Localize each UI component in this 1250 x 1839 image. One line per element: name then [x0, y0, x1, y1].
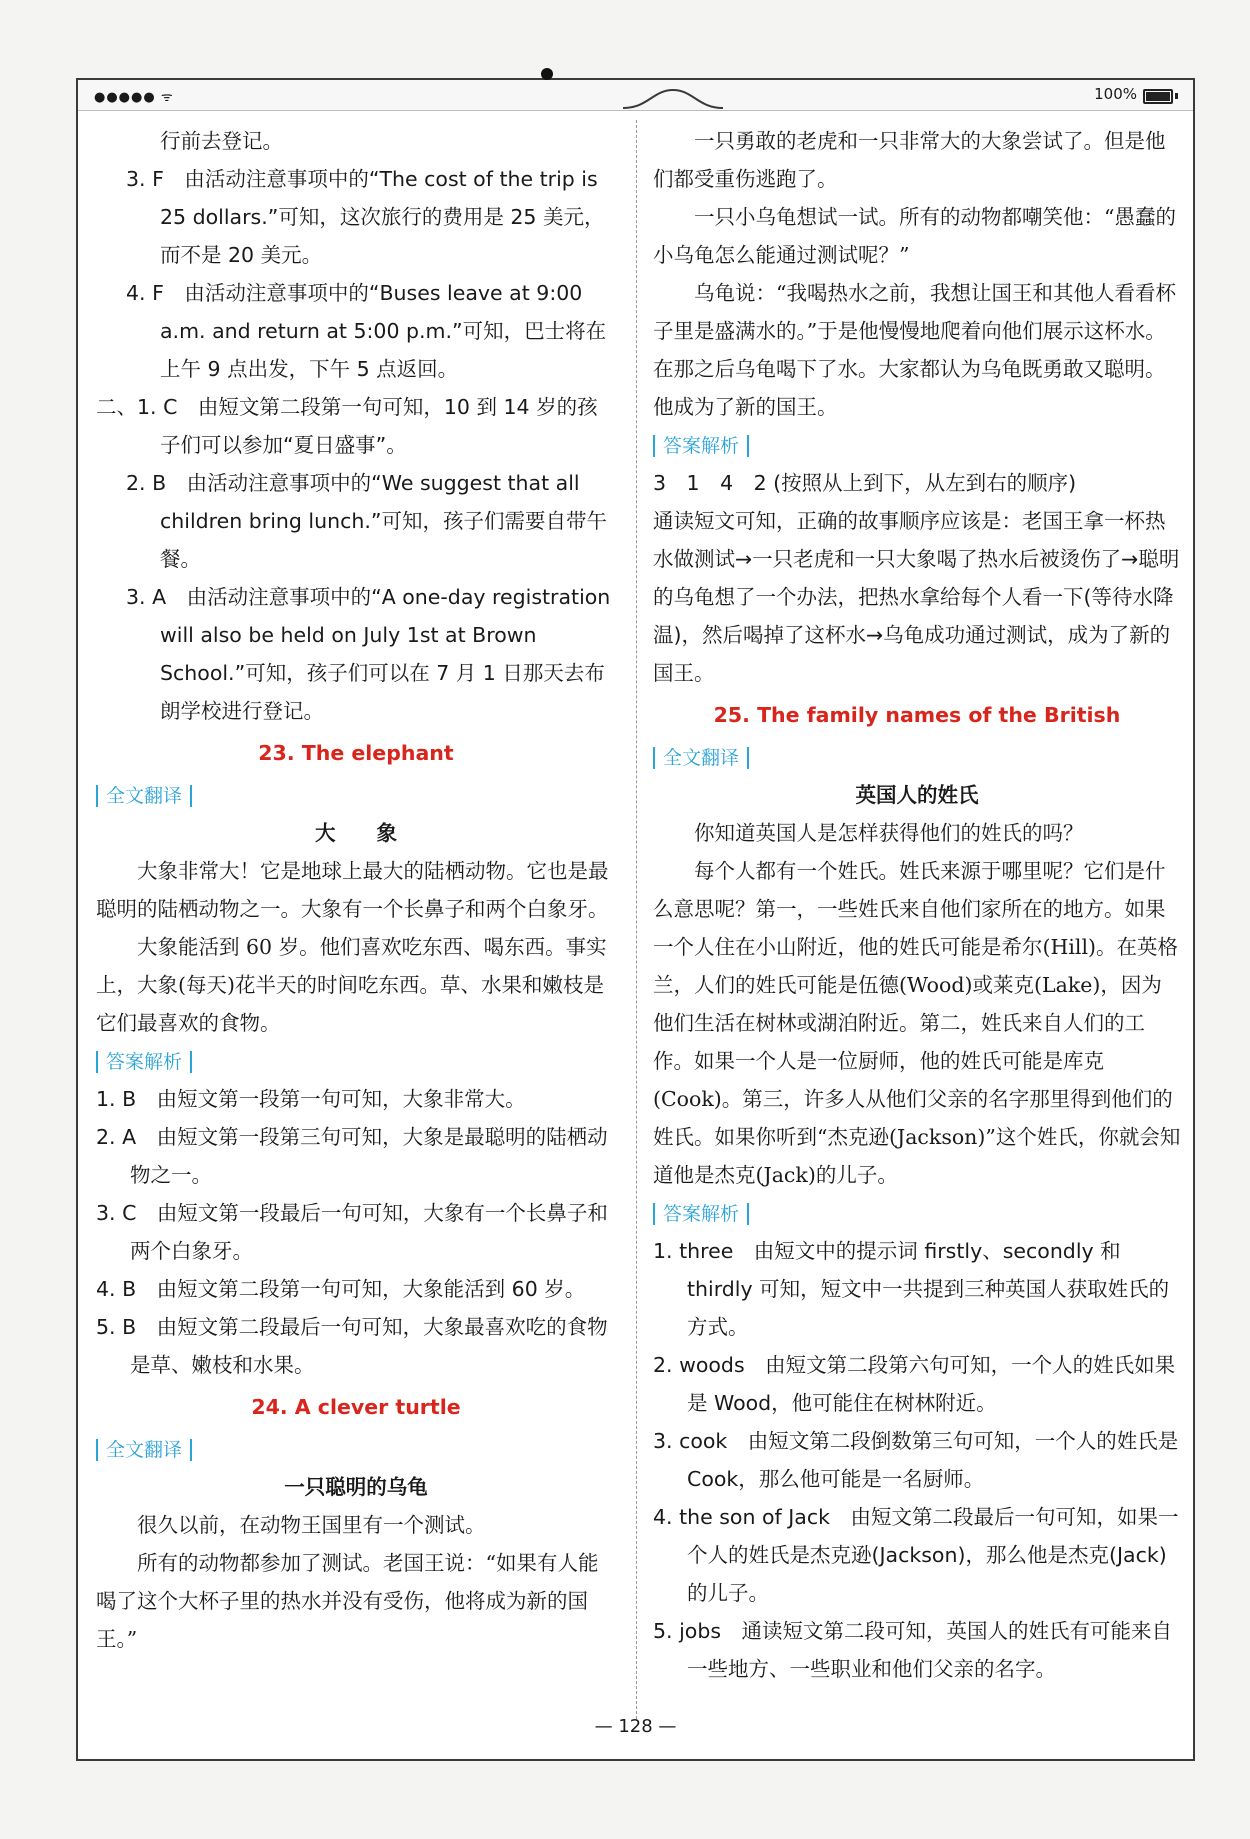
- passage-paragraph: 一只勇敢的老虎和一只非常大的大象尝试了。但是他们都受重伤逃跑了。: [653, 129, 1166, 191]
- answer-item: 4. B 由短文第二段第一句可知，大象能活到 60 岁。: [96, 1277, 586, 1301]
- battery-tip: [1175, 93, 1178, 99]
- answer-item: 3. F 由活动注意事项中的“The cost of the trip is 25 dollars.”可知，这次旅行的费用是 25 美元，而不是 20 美元。: [126, 167, 605, 267]
- answer-item: 3. C 由短文第一段最后一句可知，大象有一个长鼻子和两个白象牙。: [96, 1201, 608, 1263]
- answer-item: 3. A 由活动注意事项中的“A one-day registration will also be held on July 1st at Brown School.”可知，孩子们可以在 7 月 1 日那天去布朗学校进行登记。: [126, 585, 611, 723]
- left-column: [96, 122, 616, 1658]
- answer-order: 3 1 4 2 (按照从上到下，从左到右的顺序): [653, 471, 1077, 495]
- passage-paragraph: 乌龟说：“我喝热水之前，我想让国王和其他人看看杯子里是盛满水的。”于是他慢慢地爬着向他们展示这杯水。在那之后乌龟喝下了水。大家都认为乌龟既勇敢又聪明。他成为了新的国王。: [653, 281, 1176, 419]
- translation-tag: 全文翻译: [653, 747, 749, 769]
- passage-paragraph: 很久以前，在动物王国里有一个测试。: [137, 1513, 486, 1537]
- passage-paragraph: 大象非常大！它是地球上最大的陆栖动物。它也是最聪明的陆栖动物之一。大象有一个长鼻子和两个白象牙。: [96, 859, 609, 921]
- passage-heading: 大 象: [315, 821, 397, 845]
- analysis-tag: 答案解析: [653, 1203, 749, 1225]
- answer-item: 4. the son of Jack 由短文第二段最后一句可知，如果一个人的姓氏是杰克逊(Jackson)，那么他是杰克(Jack)的儿子。: [653, 1505, 1179, 1605]
- battery-icon: [1143, 89, 1173, 104]
- translation-tag: 全文翻译: [96, 785, 192, 807]
- passage-paragraph: 你知道英国人是怎样获得他们的姓氏的吗？: [694, 821, 1084, 845]
- answer-item: 二、1. C 由短文第二段第一句可知，10 到 14 岁的孩子们可以参加“夏日盛事”。: [96, 395, 598, 457]
- answer-item: 4. F 由活动注意事项中的“Buses leave at 9:00 a.m. and return at 5:00 p.m.”可知，巴士将在上午 9 点出发，下午 5 点返回。: [126, 281, 607, 381]
- answer-item: 5. B 由短文第二段最后一句可知，大象最喜欢吃的食物是草、嫩枝和水果。: [96, 1315, 608, 1377]
- answer-item: 2. woods 由短文第二段第六句可知，一个人的姓氏如果是 Wood，他可能住在树林附近。: [653, 1353, 1176, 1415]
- passage-paragraph: 所有的动物都参加了测试。老国王说：“如果有人能喝了这个大杯子里的热水并没有受伤，他将成为新的国王。”: [96, 1551, 599, 1651]
- passage-heading: 英国人的姓氏: [855, 783, 979, 807]
- page-number: — 128 —: [594, 1716, 677, 1737]
- analysis-tag: 答案解析: [653, 435, 749, 457]
- passage-heading: 一只聪明的乌龟: [284, 1475, 428, 1499]
- passage-paragraph: 每个人都有一个姓氏。姓氏来源于哪里呢？它们是什么意思呢？第一，一些姓氏来自他们家所在的地方。如果一个人住在小山附近，他的姓氏可能是希尔(Hill)。在英格兰，人们的姓氏可能是伍德(Wood)或莱克(Lake)，因为他们生活在树林或湖泊附近。第二，姓氏来自人们的工作。如果一个人是一位厨师，他的姓氏可能是库克(Cook)。第三，许多人从他们父亲的名字那里得到他们的姓氏。如果你听到“杰克逊(Jackson)”这个姓氏，你就会知道他是杰克(Jack)的儿子。: [653, 859, 1181, 1187]
- signal-icon: ●●●●● ᯤ: [94, 90, 174, 105]
- translation-tag: 全文翻译: [96, 1439, 192, 1461]
- answer-item: 2. A 由短文第一段第三句可知，大象是最聪明的陆栖动物之一。: [96, 1125, 608, 1187]
- answer-explanation: 通读短文可知，正确的故事顺序应该是：老国王拿一杯热水做测试→一只老虎和一只大象喝了热水后被烫伤了→聪明的乌龟想了一个办法，把热水拿给每个人看一下(等待水降温)，然后喝掉了这杯水→乌龟成功通过测试，成为了新的国王。: [653, 509, 1180, 685]
- section-title: 23. The elephant: [258, 741, 454, 765]
- section-title: 25. The family names of the British: [713, 703, 1121, 727]
- column-divider: [636, 120, 637, 1719]
- answer-item: 2. B 由活动注意事项中的“We suggest that all children bring lunch.”可知，孩子们需要自带午餐。: [126, 471, 608, 571]
- camera-notch: [623, 78, 723, 114]
- answer-item: 1. three 由短文中的提示词 firstly、secondly 和 thirdly 可知，短文中一共提到三种英国人获取姓氏的方式。: [653, 1239, 1170, 1339]
- text-line: 行前去登记。: [160, 129, 283, 153]
- camera-dot-icon: [541, 68, 553, 80]
- answer-item: 5. jobs 通读短文第二段可知，英国人的姓氏有可能来自一些地方、一些职业和他们父亲的名字。: [653, 1619, 1173, 1681]
- answer-item: 1. B 由短文第一段第一句可知，大象非常大。: [96, 1087, 526, 1111]
- answer-item: 3. cook 由短文第二段倒数第三句可知，一个人的姓氏是 Cook，那么他可能是一名厨师。: [653, 1429, 1179, 1491]
- section-title: 24. A clever turtle: [251, 1395, 461, 1419]
- passage-paragraph: 大象能活到 60 岁。他们喜欢吃东西、喝东西。事实上，大象(每天)花半天的时间吃东西。草、水果和嫩枝是它们最喜欢的食物。: [96, 935, 607, 1035]
- analysis-tag: 答案解析: [96, 1051, 192, 1073]
- battery-percentage: 100%: [1094, 85, 1137, 103]
- right-column: [653, 122, 1181, 1688]
- page-frame: [76, 78, 1195, 1761]
- passage-paragraph: 一只小乌龟想试一试。所有的动物都嘲笑他：“愚蠢的小乌龟怎么能通过测试呢？”: [653, 205, 1176, 267]
